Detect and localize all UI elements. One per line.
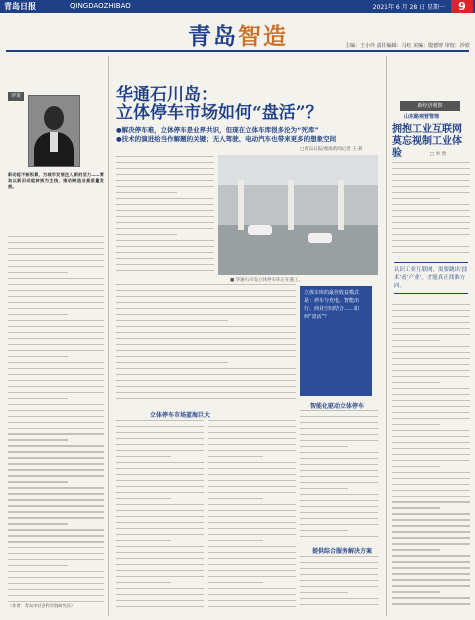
- summary-point-1: ●解决停车难，立体停车是业界共识，但现在立体车库很多沦为“死库”: [116, 126, 319, 134]
- subheading-1: 立体停车市场蓝海巨大: [150, 412, 211, 419]
- left-author-note: （作者：青岛市社会科学院研究员）: [8, 603, 76, 608]
- section-title-b: 智造: [238, 23, 288, 50]
- opinion-title: 拥抱工业互联网 莫忘视制工业体验: [392, 124, 462, 159]
- article-body-col5: [300, 410, 378, 542]
- article-title-line2: 立体停车市场如何“盘活”？: [116, 103, 323, 123]
- issue-date: 2021年 6 月 28 日 星期一: [372, 4, 445, 11]
- article-byline: □青岛日报/观海新闻记者 王 莉: [300, 147, 363, 152]
- commentary-tag: 评说: [8, 92, 24, 101]
- section-title-a: 青岛: [188, 23, 238, 50]
- left-intro: 新动能不断积累，为城市发展注入新的活力……青岛以新旧动能转换为主线，推动制造业高质量发展。: [8, 172, 104, 189]
- paper-brand: 青岛日报: [4, 2, 36, 11]
- paper-code: QINGDAOZHIBAO: [70, 2, 131, 10]
- header-bar: [0, 0, 475, 13]
- column-label: 新经济观察: [400, 101, 460, 111]
- author-portrait: [28, 95, 80, 167]
- parking-garage-photo: [218, 155, 378, 275]
- subheading-3: 提供综合服务解决方案: [312, 548, 373, 555]
- opinion-quote: 认识工业互联网，需要跳出‘技术’看‘产业’，才能真正找准方向。: [394, 262, 468, 294]
- section-title: [188, 18, 288, 51]
- article-body-col1: [116, 156, 214, 276]
- column-sublabel: 山东路观营管理: [404, 114, 440, 120]
- left-body: [8, 236, 104, 612]
- article-title-line1: 华通石川岛：: [116, 85, 218, 105]
- page-number: 9: [451, 0, 473, 14]
- pull-quote: 立体车库的最佳收益模式是：停车与充电、智能出行、商业空间结合……如何“盘活”？: [300, 286, 372, 396]
- article-body-col6: [300, 556, 378, 612]
- opinion-body-1: [392, 162, 470, 258]
- summary-point-2: ●技术的演进给当作解题的关键；无人驾驶、电动汽车也带来更多的想象空间: [116, 135, 337, 143]
- editor-credits: 主编：王小玲 责任编辑：马红 美编：殷德财 审校：沙欣: [345, 43, 470, 49]
- article-body-col2: [116, 284, 296, 404]
- opinion-body-2: [392, 304, 470, 612]
- article-body-col3: [116, 420, 204, 612]
- photo-caption: ■ 华通石川岛立体停车库正在施工。: [230, 278, 304, 283]
- article-title: [116, 86, 378, 122]
- article-body-col4: [208, 420, 296, 612]
- masthead-rule: [6, 50, 469, 52]
- opinion-author: □ 单 欣: [430, 152, 447, 157]
- article-summary: [116, 126, 378, 144]
- subheading-2: 智能化驱动立体停车: [310, 403, 365, 410]
